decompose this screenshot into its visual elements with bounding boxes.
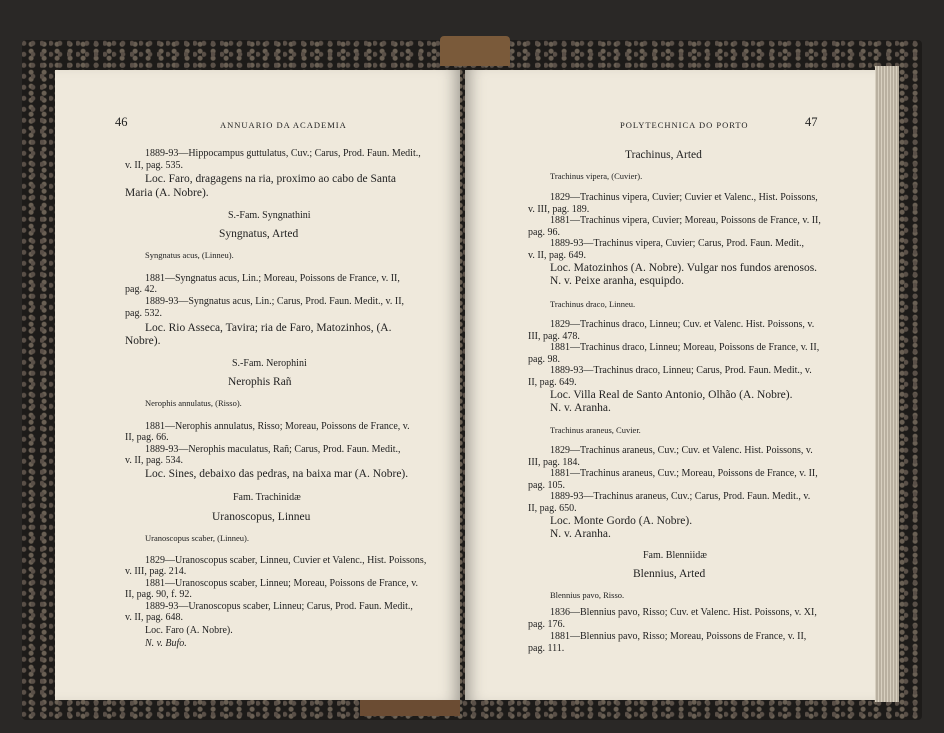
text-line: 1881—Uranoscopus scaber, Linneu; Moreau, Poissons de France, v.	[145, 578, 419, 589]
species-heading: Syngnatus acus, (Linneu).	[145, 250, 234, 260]
text-line: pag. 98.	[528, 354, 560, 365]
text-line: 1829—Trachinus vipera, Cuvier; Cuvier et Valenc., Hist. Poissons,	[550, 192, 818, 203]
text-line: 1889-93—Nerophis maculatus, Rañ; Carus, Prod. Faun. Medit.,	[145, 444, 401, 455]
text-line: pag. 105.	[528, 480, 565, 491]
left-page	[55, 70, 460, 700]
text-line: 1889-93—Trachinus vipera, Cuvier; Carus, Prod. Faun. Medit.,	[550, 238, 805, 249]
family-heading: Fam. Blenniidæ	[643, 550, 707, 561]
genus-heading: Syngnatus, Arted	[219, 228, 299, 240]
text-line: II, pag. 90, f. 92.	[125, 589, 192, 600]
text-line: II, pag. 66.	[125, 432, 169, 443]
text-line: pag. 42.	[125, 284, 157, 295]
page-number: 46	[115, 115, 128, 129]
text-line: N. v. Bufo.	[145, 638, 187, 649]
text-line: II, pag. 650.	[528, 503, 577, 514]
running-head: POLYTECHNICA DO PORTO	[620, 120, 749, 130]
text-line: N. v. Peixe aranha, esquipdo.	[550, 275, 685, 287]
text-line: Loc. Rio Asseca, Tavira; ria de Faro, Matozinhos, (A.	[145, 322, 392, 334]
text-line: 1881—Syngnatus acus, Lin.; Moreau, Poissons de France, v. II,	[145, 273, 400, 284]
text-line: v. II, pag. 535.	[125, 160, 183, 171]
page-fore-edge	[875, 66, 899, 702]
text-line: v. III, pag. 214.	[125, 566, 187, 577]
text-line: Loc. Faro, dragagens na ria, proximo ao cabo de Santa	[145, 173, 396, 185]
text-line: III, pag. 184.	[528, 457, 580, 468]
right-page	[465, 70, 875, 700]
text-line: N. v. Aranha.	[550, 528, 611, 540]
text-line: 1836—Blennius pavo, Risso; Cuv. et Valenc. Hist. Poissons, v. XI,	[550, 607, 817, 618]
text-line: 1889-93—Hippocampus guttulatus, Cuv.; Carus, Prod. Faun. Medit.,	[145, 148, 421, 159]
text-line: N. v. Aranha.	[550, 402, 611, 414]
text-line: 1889-93—Trachinus draco, Linneu; Carus, Prod. Faun. Medit., v.	[550, 365, 812, 376]
text-line: II, pag. 649.	[528, 377, 577, 388]
text-line: 1881—Blennius pavo, Risso; Moreau, Poissons de France, v. II,	[550, 631, 807, 642]
running-head: ANNUARIO DA ACADEMIA	[220, 120, 347, 130]
text-line: v. II, pag. 649.	[528, 250, 586, 261]
genus-heading: Nerophis Rañ	[228, 376, 292, 388]
text-line: 1881—Trachinus vipera, Cuvier; Moreau, Poissons de France, v. II,	[550, 215, 821, 226]
species-heading: Trachinus araneus, Cuvier.	[550, 425, 641, 435]
species-heading: Nerophis annulatus, (Risso).	[145, 398, 242, 408]
text-line: Loc. Sines, debaixo das pedras, na baixa mar (A. Nobre).	[145, 468, 409, 480]
text-line: 1829—Trachinus araneus, Cuv.; Cuv. et Valenc. Hist. Poissons, v.	[550, 445, 813, 456]
text-line: 1881—Nerophis annulatus, Risso; Moreau, Poissons de France, v.	[145, 421, 410, 432]
spine-bottom	[360, 700, 460, 716]
text-line: 1889-93—Uranoscopus scaber, Linneu; Carus, Prod. Faun. Medit.,	[145, 601, 413, 612]
text-line: 1829—Uranoscopus scaber, Linneu, Cuvier et Valenc., Hist. Poissons,	[145, 555, 427, 566]
text-line: 1881—Trachinus draco, Linneu; Moreau, Poissons de France, v. II,	[550, 342, 820, 353]
text-line: Loc. Faro (A. Nobre).	[145, 625, 233, 636]
page-number: 47	[805, 115, 818, 129]
text-line: 1889-93—Syngnatus acus, Lin.; Carus, Prod. Faun. Medit., v. II,	[145, 296, 405, 307]
text-line: Loc. Monte Gordo (A. Nobre).	[550, 515, 693, 527]
text-line: Loc. Matozinhos (A. Nobre). Vulgar nos fundos arenosos.	[550, 262, 818, 274]
text-line: Maria (A. Nobre).	[125, 187, 209, 199]
species-heading: Blennius pavo, Risso.	[550, 590, 625, 600]
text-line: v. III, pag. 189.	[528, 204, 590, 215]
species-heading: Trachinus vipera, (Cuvier).	[550, 171, 643, 181]
text-line: Loc. Villa Real de Santo Antonio, Olhão (A. Nobre).	[550, 389, 793, 401]
text-line: v. II, pag. 648.	[125, 612, 183, 623]
text-line: 1889-93—Trachinus araneus, Cuv.; Carus, Prod. Faun. Medit., v.	[550, 491, 811, 502]
genus-heading: Blennius, Arted	[633, 568, 706, 580]
species-heading: Trachinus draco, Linneu.	[550, 299, 636, 309]
text-line: 1829—Trachinus draco, Linneu; Cuv. et Valenc. Hist. Poissons, v.	[550, 319, 815, 330]
book-spine	[440, 36, 510, 66]
subfamily-heading: S.-Fam. Nerophini	[232, 358, 307, 369]
text-line: 1881—Trachinus araneus, Cuv.; Moreau, Poissons de France, v. II,	[550, 468, 818, 479]
text-line: pag. 96.	[528, 227, 560, 238]
genus-heading: Trachinus, Arted	[625, 149, 702, 161]
text-line: pag. 532.	[125, 308, 162, 319]
text-line: Nobre).	[125, 335, 161, 347]
text-line: pag. 111.	[528, 643, 565, 654]
text-line: III, pag. 478.	[528, 331, 580, 342]
text-line: v. II, pag. 534.	[125, 455, 183, 466]
family-heading: Fam. Trachinidæ	[233, 492, 301, 503]
genus-heading: Uranoscopus, Linneu	[212, 511, 311, 523]
species-heading: Uranoscopus scaber, (Linneu).	[145, 533, 249, 543]
text-line: pag. 176.	[528, 619, 565, 630]
subfamily-heading: S.-Fam. Syngnathini	[228, 210, 311, 221]
